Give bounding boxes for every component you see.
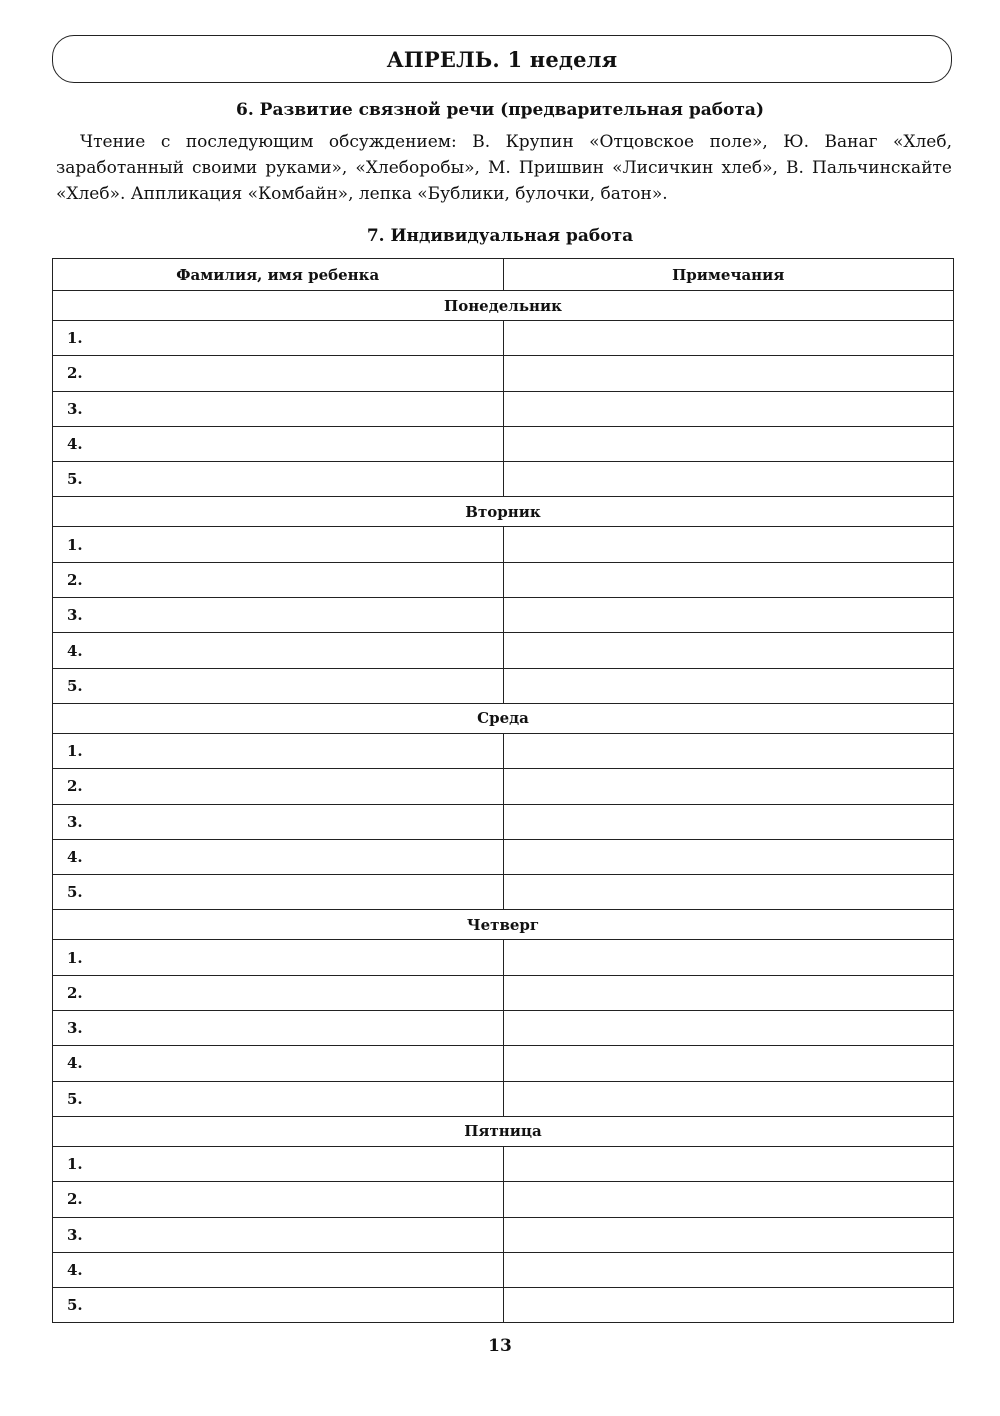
notes-cell (503, 1081, 954, 1116)
child-name-cell: 4. (53, 633, 504, 668)
day-label: Вторник (53, 497, 954, 527)
day-row (53, 497, 954, 527)
child-name-cell: 1. (53, 527, 504, 562)
child-name-cell: 5. (53, 668, 504, 703)
page-title: АПРЕЛЬ. 1 неделя (386, 46, 618, 72)
child-name-cell: 2. (53, 562, 504, 597)
table-row (53, 562, 954, 597)
child-name-cell: 2. (53, 1182, 504, 1217)
table-header-row (53, 259, 954, 291)
child-name-cell: 1. (53, 733, 504, 768)
table-row (53, 462, 954, 497)
table-row (53, 733, 954, 768)
table-row (53, 975, 954, 1010)
table-row (53, 527, 954, 562)
child-name-cell: 3. (53, 1011, 504, 1046)
child-name-cell: 4. (53, 1252, 504, 1287)
notes-cell (503, 1288, 954, 1323)
day-row (53, 703, 954, 733)
notes-cell (503, 940, 954, 975)
child-name-cell: 1. (53, 940, 504, 975)
table-row (53, 1288, 954, 1323)
notes-cell (503, 875, 954, 910)
notes-cell (503, 804, 954, 839)
notes-cell (503, 391, 954, 426)
day-row (53, 291, 954, 321)
child-name-cell: 4. (53, 1046, 504, 1081)
child-name-cell: 5. (53, 462, 504, 497)
table-row (53, 598, 954, 633)
table-row (53, 391, 954, 426)
table-body (53, 291, 954, 1323)
notes-cell (503, 975, 954, 1010)
table-row (53, 940, 954, 975)
table-row (53, 1217, 954, 1252)
child-name-cell: 3. (53, 598, 504, 633)
day-row (53, 1116, 954, 1146)
table-row (53, 769, 954, 804)
child-name-cell: 5. (53, 1288, 504, 1323)
section-6-title: 6. Развитие связной речи (предварительная работа) (236, 100, 764, 120)
notes-cell (503, 769, 954, 804)
table-row (53, 321, 954, 356)
table-row (53, 1252, 954, 1287)
child-name-cell: 2. (53, 356, 504, 391)
notes-cell (503, 321, 954, 356)
notes-cell (503, 527, 954, 562)
child-name-cell: 1. (53, 1146, 504, 1181)
table-row (53, 1011, 954, 1046)
column-header-child-name: Фамилия, имя ребенка (53, 259, 504, 291)
notes-cell (503, 668, 954, 703)
day-label: Понедельник (53, 291, 954, 321)
child-name-cell: 5. (53, 1081, 504, 1116)
notes-cell (503, 733, 954, 768)
notes-cell (503, 633, 954, 668)
day-label: Пятница (53, 1116, 954, 1146)
table-row (53, 668, 954, 703)
individual-work-table (52, 258, 954, 1323)
notes-cell (503, 1011, 954, 1046)
child-name-cell: 3. (53, 804, 504, 839)
notes-cell (503, 598, 954, 633)
day-label: Четверг (53, 910, 954, 940)
table-row (53, 839, 954, 874)
child-name-cell: 5. (53, 875, 504, 910)
child-name-cell: 2. (53, 769, 504, 804)
day-row (53, 910, 954, 940)
table-row (53, 1182, 954, 1217)
notes-cell (503, 426, 954, 461)
table-row (53, 804, 954, 839)
child-name-cell: 3. (53, 1217, 504, 1252)
child-name-cell: 4. (53, 839, 504, 874)
table-row (53, 1146, 954, 1181)
page-number: 13 (488, 1336, 512, 1356)
header-box (52, 35, 952, 83)
notes-cell (503, 1146, 954, 1181)
notes-cell (503, 1046, 954, 1081)
child-name-cell: 4. (53, 426, 504, 461)
table-row (53, 1046, 954, 1081)
notes-cell (503, 839, 954, 874)
notes-cell (503, 462, 954, 497)
notes-cell (503, 1217, 954, 1252)
table-row (53, 875, 954, 910)
table-row (53, 1081, 954, 1116)
section-6-body: Чтение с последующим обсуждением: В. Крупин «Отцовское поле», Ю. Ванаг «Хлеб, заработанный своими руками», «Хлеборобы», М. Пришвин «Лисичкин хлеб», В. Пальчинскайте «Хлеб». Аппликация «Комбайн», лепка «Бублики, булочки, батон». (56, 132, 952, 204)
child-name-cell: 2. (53, 975, 504, 1010)
notes-cell (503, 1252, 954, 1287)
notes-cell (503, 1182, 954, 1217)
table-row (53, 426, 954, 461)
section-7-title: 7. Индивидуальная работа (366, 226, 634, 246)
child-name-cell: 1. (53, 321, 504, 356)
column-header-notes: Примечания (503, 259, 954, 291)
table-row (53, 356, 954, 391)
table-row (53, 633, 954, 668)
child-name-cell: 3. (53, 391, 504, 426)
notes-cell (503, 356, 954, 391)
day-label: Среда (53, 703, 954, 733)
notes-cell (503, 562, 954, 597)
